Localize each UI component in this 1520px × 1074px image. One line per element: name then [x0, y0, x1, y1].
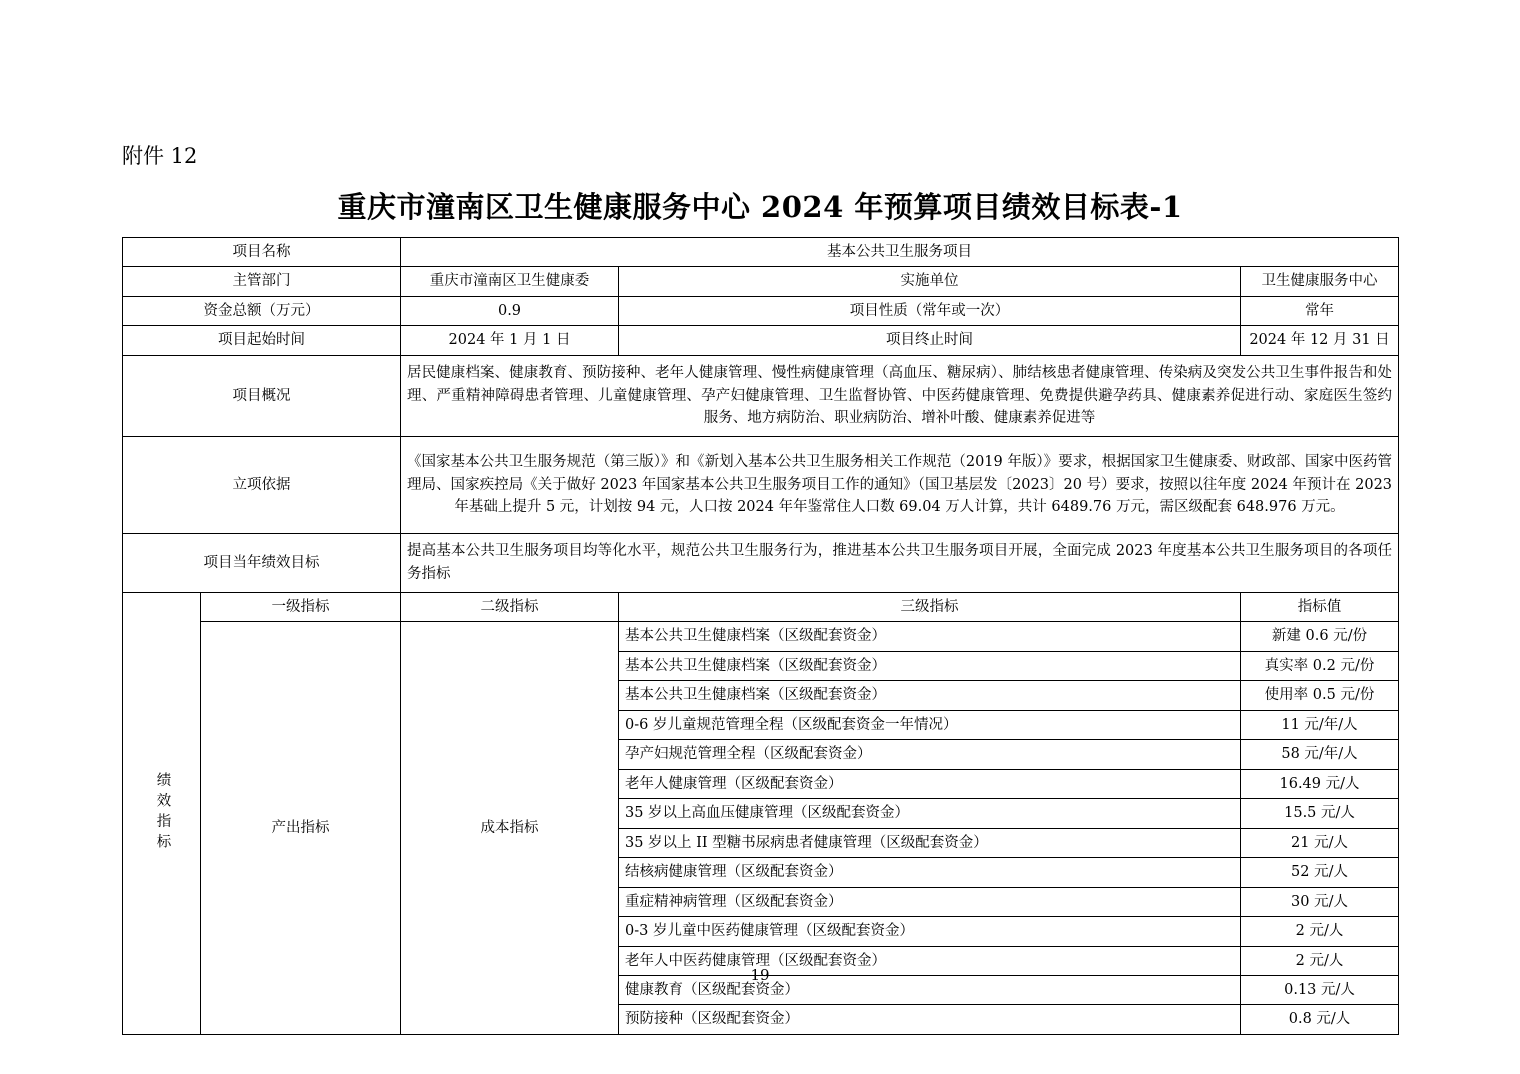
header-level1: 一级指标: [201, 592, 401, 621]
indicator-level3: 基本公共卫生健康档案（区级配套资金）: [619, 651, 1241, 680]
table-row: [123, 622, 1399, 651]
project-name-value: 基本公共卫生服务项目: [401, 238, 1399, 267]
indicator-level3: 健康教育（区级配套资金）: [619, 975, 1241, 1004]
indicator-value: 16.49 元/人: [1241, 769, 1399, 798]
indicator-value: 58 元/年/人: [1241, 740, 1399, 769]
indicator-value: 真实率 0.2 元/份: [1241, 651, 1399, 680]
table-row-fund: [123, 296, 1399, 325]
fund-label: 资金总额（万元）: [123, 296, 401, 325]
start-value: 2024 年 1 月 1 日: [401, 326, 619, 355]
indicator-level3: 重症精神病管理（区级配套资金）: [619, 887, 1241, 916]
table-row-dates: [123, 326, 1399, 355]
indicator-level3: 基本公共卫生健康档案（区级配套资金）: [619, 622, 1241, 651]
goal-value: 提高基本公共卫生服务项目均等化水平，规范公共卫生服务行为，推进基本公共卫生服务项目开展，全面完成 2023 年度基本公共卫生服务项目的各项任务指标: [401, 533, 1399, 592]
page-title: 重庆市潼南区卫生健康服务中心 2024 年预算项目绩效目标表-1: [337, 190, 1183, 224]
indicator-value: 0.13 元/人: [1241, 975, 1399, 1004]
table-row-overview: [123, 355, 1399, 436]
indicator-level3: 0-3 岁儿童中医药健康管理（区级配套资金）: [619, 917, 1241, 946]
indicator-value: 21 元/人: [1241, 828, 1399, 857]
goal-label: 项目当年绩效目标: [123, 533, 401, 592]
table-row-basis: [123, 436, 1399, 533]
table-row-annual-goal: [123, 533, 1399, 592]
indicator-level3: 35 岁以上 II 型糖书尿病患者健康管理（区级配套资金）: [619, 828, 1241, 857]
level2-value: 成本指标: [401, 622, 619, 1035]
indicator-level3: 35 岁以上高血压健康管理（区级配套资金）: [619, 799, 1241, 828]
unit-label: 实施单位: [619, 267, 1241, 296]
indicator-value: 30 元/人: [1241, 887, 1399, 916]
unit-value: 卫生健康服务中心: [1241, 267, 1399, 296]
page-number: 19: [750, 966, 770, 984]
nature-value: 常年: [1241, 296, 1399, 325]
table-row-project-name: [123, 238, 1399, 267]
indicator-level3: 老年人健康管理（区级配套资金）: [619, 769, 1241, 798]
attachment-label: 附件 12: [122, 144, 198, 168]
indicator-value: 2 元/人: [1241, 946, 1399, 975]
end-value: 2024 年 12 月 31 日: [1241, 326, 1399, 355]
basis-value: 《国家基本公共卫生服务规范（第三版）》和《新划入基本公共卫生服务相关工作规范（2019 年版）》要求，根据国家卫生健康委、财政部、国家中医药管理局、国家疾控局《关于做好 2023 年国家基本公共卫生服务项目工作的通知》（国卫基层发〔2023〕20 号）要求，按照以往年度 2024 年预计在 2023 年基础上提升 5 元，计划按 94 元，人口按 2024 年年鉴常住人口数 69.04 万人计算，共计 6489.76 万元，需区级配套 648.976 万元。: [401, 436, 1399, 533]
indicator-value: 52 元/人: [1241, 858, 1399, 887]
header-value: 指标值: [1241, 592, 1399, 621]
indicator-value: 11 元/年/人: [1241, 710, 1399, 739]
indicator-value: 0.8 元/人: [1241, 1005, 1399, 1034]
project-name-label: 项目名称: [123, 238, 401, 267]
performance-goal-table: [122, 237, 1399, 1035]
overview-label: 项目概况: [123, 355, 401, 436]
indicator-level3: 孕产妇规范管理全程（区级配套资金）: [619, 740, 1241, 769]
fund-value: 0.9: [401, 296, 619, 325]
header-level2: 二级指标: [401, 592, 619, 621]
overview-value: 居民健康档案、健康教育、预防接种、老年人健康管理、慢性病健康管理（高血压、糖尿病）、肺结核患者健康管理、传染病及突发公共卫生事件报告和处理、严重精神障碍患者管理、儿童健康管理、孕产妇健康管理、卫生监督协管、中医药健康管理、免费提供避孕药具、健康素养促进行动、家庭医生签约服务、地方病防治、职业病防治、增补叶酸、健康素养促进等: [401, 355, 1399, 436]
dept-label: 主管部门: [123, 267, 401, 296]
indicator-value: 使用率 0.5 元/份: [1241, 681, 1399, 710]
indicator-header-row: [123, 592, 1399, 621]
nature-label: 项目性质（常年或一次）: [619, 296, 1241, 325]
indicator-level3: 结核病健康管理（区级配套资金）: [619, 858, 1241, 887]
indicator-value: 新建 0.6 元/份: [1241, 622, 1399, 651]
end-label: 项目终止时间: [619, 326, 1241, 355]
basis-label: 立项依据: [123, 436, 401, 533]
indicator-value: 2 元/人: [1241, 917, 1399, 946]
indicator-level3: 基本公共卫生健康档案（区级配套资金）: [619, 681, 1241, 710]
header-level3: 三级指标: [619, 592, 1241, 621]
indicator-level3: 老年人中医药健康管理（区级配套资金）: [619, 946, 1241, 975]
indicator-level3: 0-6 岁儿童规范管理全程（区级配套资金一年情况）: [619, 710, 1241, 739]
indicator-level3: 预防接种（区级配套资金）: [619, 1005, 1241, 1034]
indicator-value: 15.5 元/人: [1241, 799, 1399, 828]
table-row-department: [123, 267, 1399, 296]
dept-value: 重庆市潼南区卫生健康委: [401, 267, 619, 296]
start-label: 项目起始时间: [123, 326, 401, 355]
indicator-side-label-text: 绩效指标: [154, 772, 171, 855]
level1-value: 产出指标: [201, 622, 401, 1035]
